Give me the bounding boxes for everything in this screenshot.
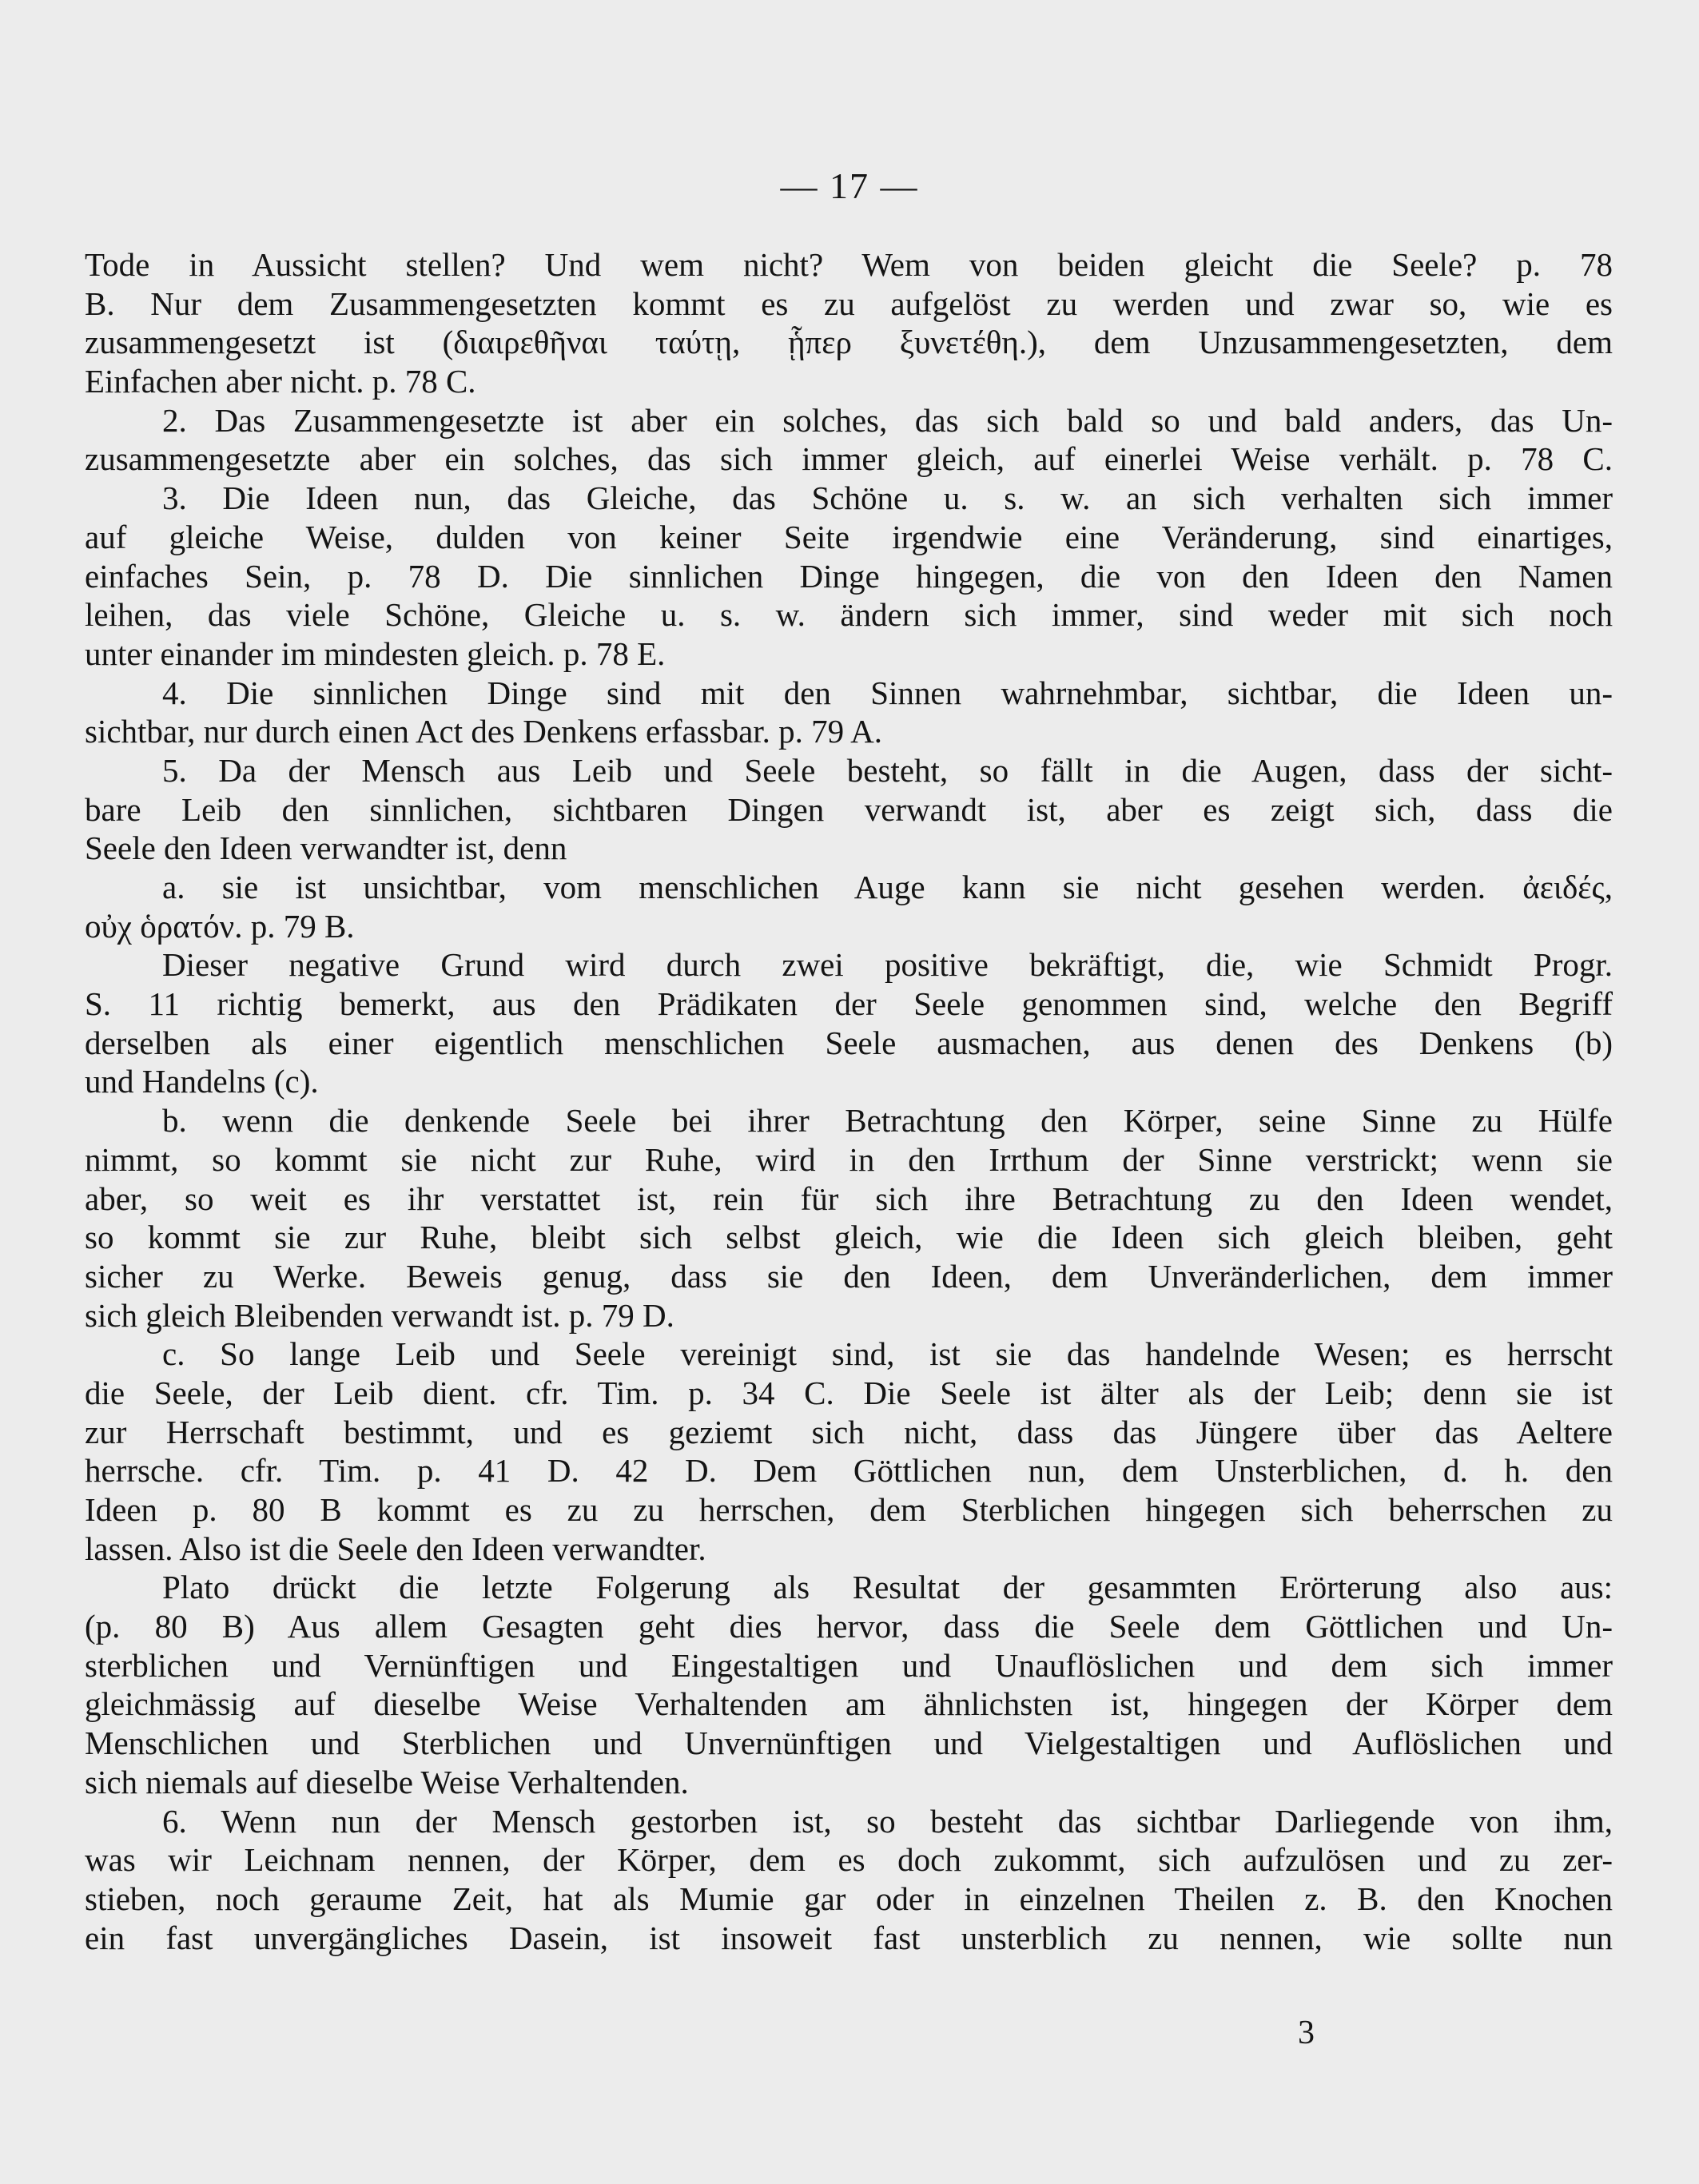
- text-line: und Handelns (c).: [85, 1063, 319, 1100]
- text-line: Ideen p. 80 B kommt es zu zu herrschen, dem Sterblichen hingegen sich beherrschen zu: [85, 1491, 1613, 1528]
- text-line: Dieser negative Grund wird durch zwei positive bekräftigt, die, wie Schmidt Progr.: [162, 946, 1613, 984]
- text-line: 4. Die sinnlichen Dinge sind mit den Sinnen wahrnehmbar, sichtbar, die Ideen un-: [162, 674, 1613, 711]
- body-text: [85, 245, 1613, 1957]
- text-line: was wir Leichnam nennen, der Körper, dem es doch zukommt, sich aufzulösen und zu zer-: [85, 1841, 1613, 1879]
- page-number-header: — 17 —: [780, 165, 919, 206]
- text-line: Tode in Aussicht stellen? Und wem nicht? Wem von beiden gleicht die Seele? p. 78: [85, 246, 1613, 283]
- text-line: 5. Da der Mensch aus Leib und Seele besteht, so fällt in die Augen, dass der sicht-: [162, 751, 1613, 789]
- text-line: Menschlichen und Sterblichen und Unvernünftigen und Vielgestaltigen und Auflöslichen und: [85, 1725, 1613, 1762]
- text-line: so kommt sie zur Ruhe, bleibt sich selbst gleich, wie die Ideen sich gleich bleiben, geht: [85, 1219, 1613, 1256]
- text-line: die Seele, der Leib dient. cfr. Tim. p. 34 C. Die Seele ist älter als der Leib; denn sie ist: [85, 1374, 1613, 1411]
- text-line: ein fast unvergängliches Dasein, ist insoweit fast unsterblich zu nennen, wie sollte nun: [85, 1919, 1613, 1956]
- text-line: Einfachen aber nicht. p. 78 C.: [85, 363, 476, 400]
- text-line: bare Leib den sinnlichen, sichtbaren Dingen verwandt ist, aber es zeigt sich, dass die: [85, 790, 1613, 828]
- text-line: lassen. Also ist die Seele den Ideen verwandter.: [85, 1530, 706, 1567]
- text-line: sterblichen und Vernünftigen und Eingestaltigen und Unauflöslichen und dem sich immer: [85, 1646, 1613, 1684]
- text-line: zusammengesetzte aber ein solches, das sich immer gleich, auf einerlei Weise verhält. p. 78 C.: [85, 440, 1613, 478]
- text-line: (p. 80 B) Aus allem Gesagten geht dies hervor, dass die Seele dem Göttlichen und Un-: [85, 1608, 1613, 1645]
- text-line: 3. Die Ideen nun, das Gleiche, das Schöne u. s. w. an sich verhalten sich immer: [162, 479, 1613, 517]
- text-line: Plato drückt die letzte Folgerung als Resultat der gesammten Erörterung also aus:: [162, 1569, 1613, 1606]
- text-line: Seele den Ideen verwandter ist, denn: [85, 829, 567, 867]
- text-line: leihen, das viele Schöne, Gleiche u. s. w. ändern sich immer, sind weder mit sich noch: [85, 596, 1613, 634]
- signature-mark: 3: [1298, 2015, 1315, 2051]
- text-line: 6. Wenn nun der Mensch gestorben ist, so besteht das sichtbar Darliegende von ihm,: [162, 1802, 1613, 1840]
- text-line: aber, so weit es ihr verstattet ist, rein für sich ihre Betrachtung zu den Ideen wendet,: [85, 1180, 1613, 1217]
- text-line: sich gleich Bleibenden verwandt ist. p. 79 D.: [85, 1296, 674, 1334]
- text-line: c. So lange Leib und Seele vereinigt sind, ist sie das handelnde Wesen; es herrscht: [162, 1335, 1613, 1373]
- text-line: b. wenn die denkende Seele bei ihrer Betrachtung den Körper, seine Sinne zu Hülfe: [162, 1102, 1613, 1140]
- text-line: sich niemals auf dieselbe Weise Verhaltenden.: [85, 1763, 689, 1800]
- text-line: nimmt, so kommt sie nicht zur Ruhe, wird in den Irrthum der Sinne verstrickt; wenn sie: [85, 1140, 1613, 1178]
- text-line: stieben, noch geraume Zeit, hat als Mumie gar oder in einzelnen Theilen z. B. den Knochen: [85, 1880, 1613, 1917]
- text-line: derselben als einer eigentlich menschlichen Seele ausmachen, aus denen des Denkens (b): [85, 1024, 1613, 1061]
- text-line: a. sie ist unsichtbar, vom menschlichen Auge kann sie nicht gesehen werden. ἀειδές,: [162, 869, 1613, 905]
- text-line: 2. Das Zusammengesetzte ist aber ein solches, das sich bald so und bald anders, das Un-: [162, 401, 1613, 439]
- text-line: sichtbar, nur durch einen Act des Denkens erfassbar. p. 79 A.: [85, 713, 883, 750]
- text-line: gleichmässig auf dieselbe Weise Verhaltenden am ähnlichsten ist, hingegen der Körper dem: [85, 1685, 1613, 1723]
- text-line: οὐχ ὁρατόν. p. 79 B.: [85, 907, 355, 945]
- text-line: herrsche. cfr. Tim. p. 41 D. 42 D. Dem Göttlichen nun, dem Unsterblichen, d. h. den: [85, 1452, 1613, 1490]
- text-line: auf gleiche Weise, dulden von keiner Seite irgendwie eine Veränderung, sind einartiges,: [85, 518, 1613, 555]
- text-line: B. Nur dem Zusammengesetzten kommt es zu aufgelöst zu werden und zwar so, wie es: [85, 284, 1613, 322]
- text-line: unter einander im mindesten gleich. p. 78 E.: [85, 635, 666, 672]
- text-line: S. 11 richtig bemerkt, aus den Prädikaten der Seele genommen sind, welche den Begriff: [85, 985, 1613, 1023]
- text-line: sicher zu Werke. Beweis genug, dass sie den Ideen, dem Unveränderlichen, dem immer: [85, 1257, 1613, 1295]
- text-line: zur Herrschaft bestimmt, und es geziemt sich nicht, dass das Jüngere über das Aeltere: [85, 1413, 1613, 1450]
- text-line: zusammengesetzt ist (διαιρεθῆναι ταύτῃ, ᾗπερ ξυνετέθη.), dem Unzusammengesetzten, dem: [85, 324, 1613, 361]
- text-line: einfaches Sein, p. 78 D. Die sinnlichen Dinge hingegen, die von den Ideen den Namen: [85, 557, 1613, 595]
